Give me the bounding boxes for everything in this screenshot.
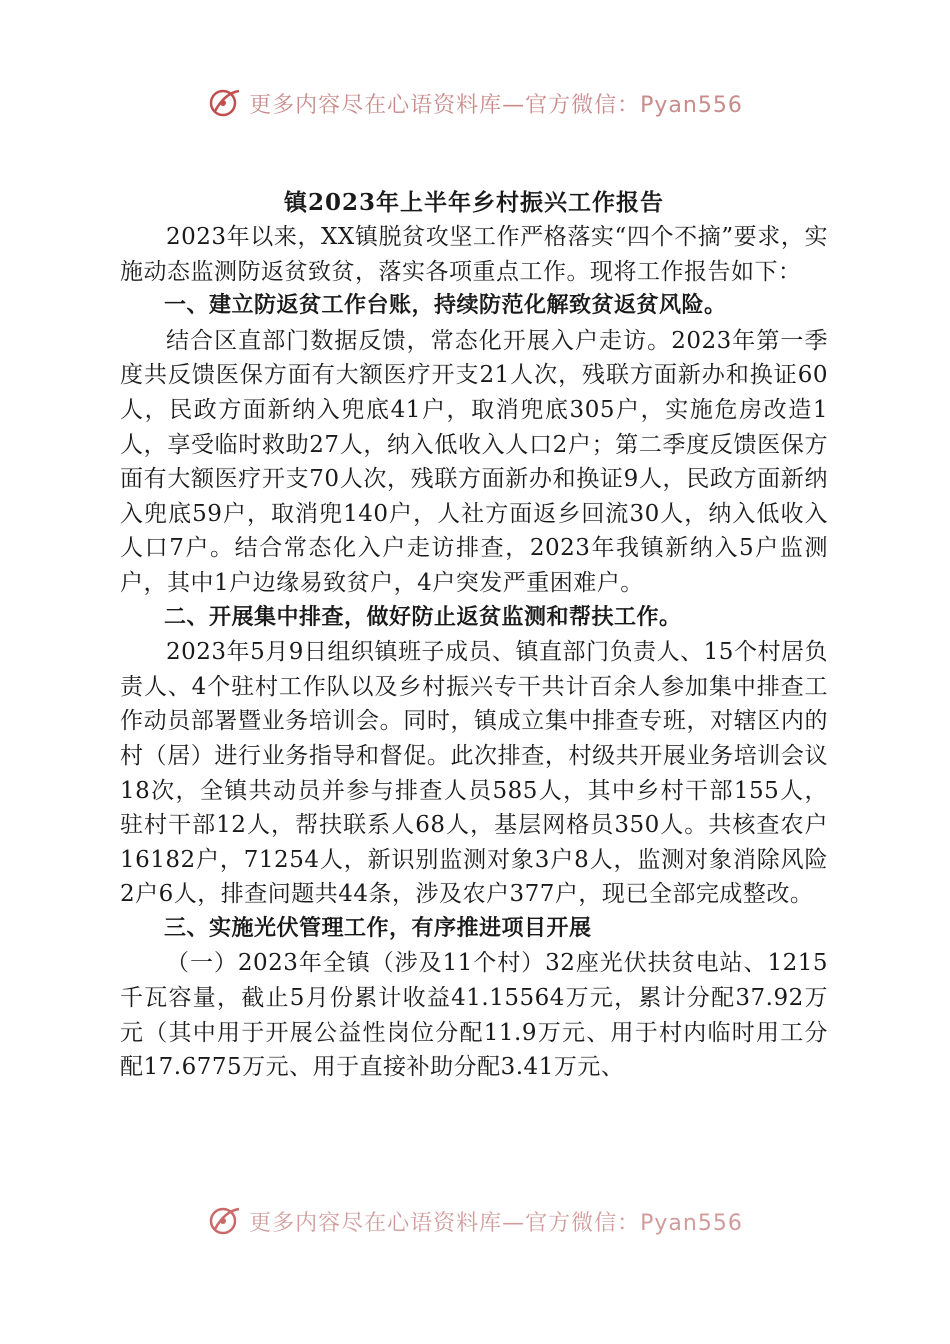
section-heading-3: 三、实施光伏管理工作，有序推进项目开展 [164,915,592,941]
document-title: 镇2023年上半年乡村振兴工作报告 [283,189,664,216]
paragraph-intro: 2023年以来，XX镇脱贫攻坚工作严格落实“四个不摘”要求，实施动态监测防返贫致贫，落实各项重点工作。现将工作报告如下： [120,224,828,285]
logo-icon [207,1203,243,1239]
paragraph-section-3-1: （一）2023年全镇（涉及11个村）32座光伏扶贫电站、1215千瓦容量，截止5月份累计收益41.15564万元，累计分配37.92万元（其中用于开展公益性岗位分配11.9万元、用于村内临时用工分配17.6775万元、用于直接补助分配3.41万元、 [120,950,828,1081]
watermark-footer [0,1196,950,1246]
paragraph-section-1: 结合区直部门数据反馈，常态化开展入户走访。2023年第一季度共反馈医保方面有大额医疗开支21人次，残联方面新办和换证60人，民政方面新纳入兜底41户，取消兜底305户，实施危房改造1人，享受临时救助27人，纳入低收入人口2户；第二季度反馈医保方面有大额医疗开支70人次，残联方面新办和换证9人，民政方面新纳入兜底59户，取消兜140户，人社方面返乡回流30人，纳入低收入人口7户。结合常态化入户走访排查，2023年我镇新纳入5户监测户，其中1户边缘易致贫户，4户突发严重困难户。 [120,327,828,596]
paragraph-section-2: 2023年5月9日组织镇班子成员、镇直部门负责人、15个村居负责人、4个驻村工作队以及乡村振兴专干共计百余人参加集中排查工作动员部署暨业务培训会。同时，镇成立集中排查专班，对辖区内的村（居）进行业务指导和督促。此次排查，村级共开展业务培训会议18次，全镇共动员并参与排查人员585人，其中乡村干部155人，驻村干部12人，帮扶联系人68人，基层网格员350人。共核查农户16182户，71254人，新识别监测对象3户8人，监测对象消除风险2户6人，排查问题共44条，涉及农户377户，现已全部完成整改。 [120,639,828,908]
watermark-header [0,78,950,128]
watermark-text: 更多内容尽在心语资料库—官方微信：Pyan556 [249,92,743,118]
document-body [120,186,828,1085]
section-heading-1: 一、建立防返贫工作台账，持续防范化解致贫返贫风险。 [164,293,727,319]
logo-icon [207,85,243,121]
watermark-text: 更多内容尽在心语资料库—官方微信：Pyan556 [249,1210,743,1236]
section-heading-2: 二、开展集中排查，做好防止返贫监测和帮扶工作。 [164,604,682,630]
